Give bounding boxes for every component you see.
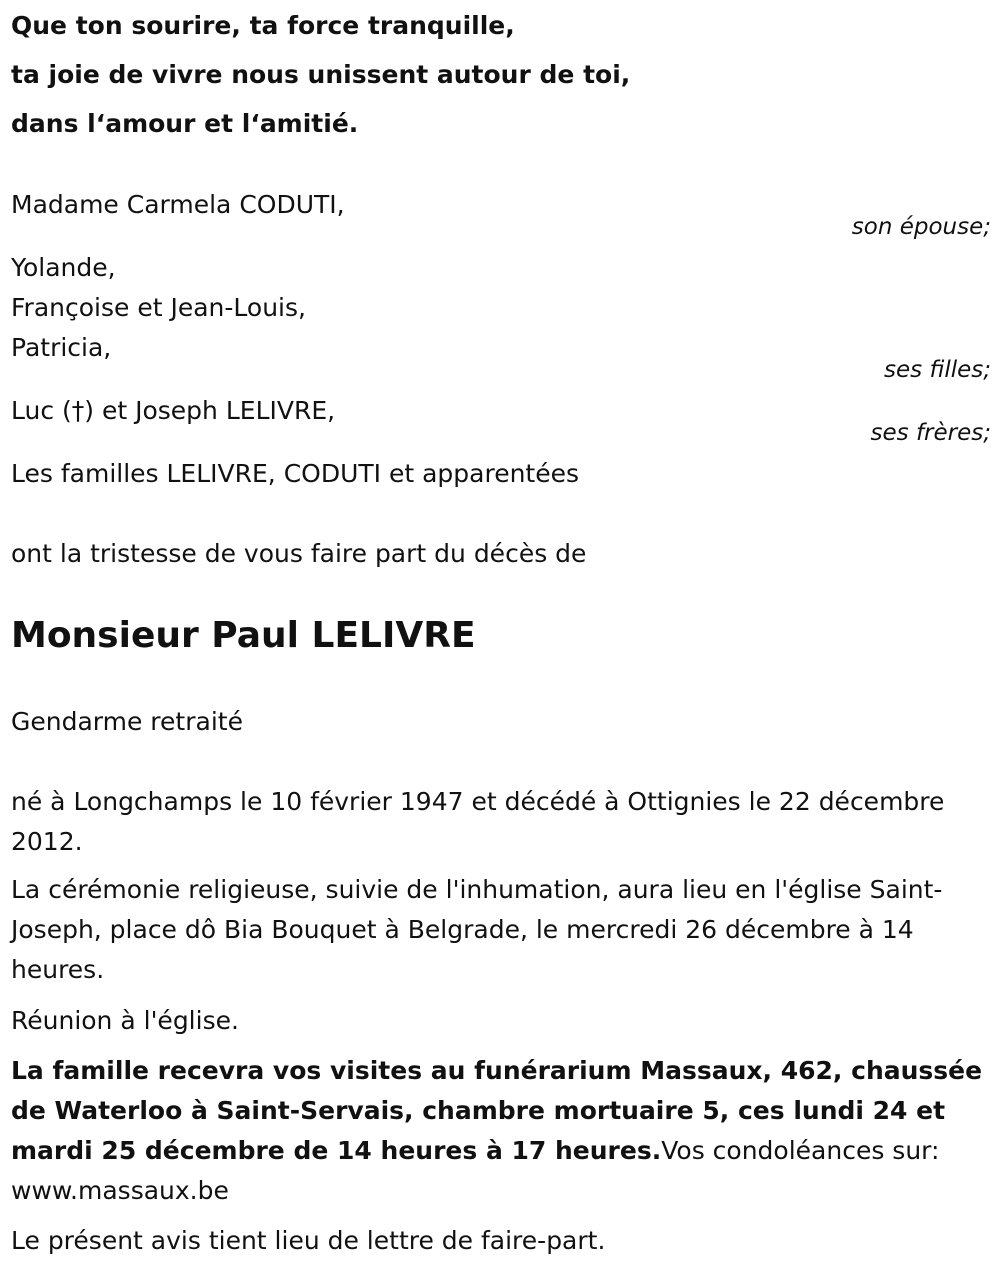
visits-paragraph bbox=[11, 1051, 996, 1211]
closing: Le présent avis tient lieu de lettre de faire-part. bbox=[11, 1226, 606, 1255]
epitaph-line-2: ta joie de vivre nous unissent autour de toi, bbox=[11, 60, 631, 89]
families: Les familles LELIVRE, CODUTI et apparentées bbox=[11, 459, 580, 488]
daughter-3: Patricia, bbox=[11, 333, 112, 362]
brothers: Luc (†) et Joseph LELIVRE, bbox=[11, 396, 336, 425]
announcement: ont la tristesse de vous faire part du décès de bbox=[11, 539, 587, 568]
deceased-name: Monsieur Paul LELIVRE bbox=[11, 615, 476, 656]
daughter-1: Yolande, bbox=[11, 253, 116, 282]
daughter-2: Françoise et Jean-Louis, bbox=[11, 293, 306, 322]
daughters-role: ses filles; bbox=[884, 357, 991, 383]
spouse-name: Madame Carmela CODUTI, bbox=[11, 190, 345, 219]
birth-death: né à Longchamps le 10 février 1947 et décédé à Ottignies le 22 décembre 2012. bbox=[11, 787, 945, 856]
brothers-role: ses frères; bbox=[870, 420, 991, 446]
epitaph-line-3: dans l‘amour et l‘amitié. bbox=[11, 109, 359, 138]
condolences: Vos condoléances sur: www.massaux.be bbox=[11, 1136, 940, 1205]
spouse-role: son épouse; bbox=[851, 214, 991, 240]
meeting: Réunion à l'église. bbox=[11, 1006, 239, 1035]
visits-info: La famille recevra vos visites au funérarium Massaux, 462, chaussée de Waterloo à Saint-Servais, chambre mortuaire 5, ces lundi 24 et mardi 25 décembre de 14 heures à 17 heures. bbox=[11, 1056, 983, 1165]
occupation: Gendarme retraité bbox=[11, 707, 243, 736]
epitaph-line-1: Que ton sourire, ta force tranquille, bbox=[11, 11, 515, 40]
ceremony: La cérémonie religieuse, suivie de l'inhumation, aura lieu en l'église Saint-Joseph, place dô Bia Bouquet à Belgrade, le mercredi 26 décembre à 14 heures. bbox=[11, 875, 943, 984]
